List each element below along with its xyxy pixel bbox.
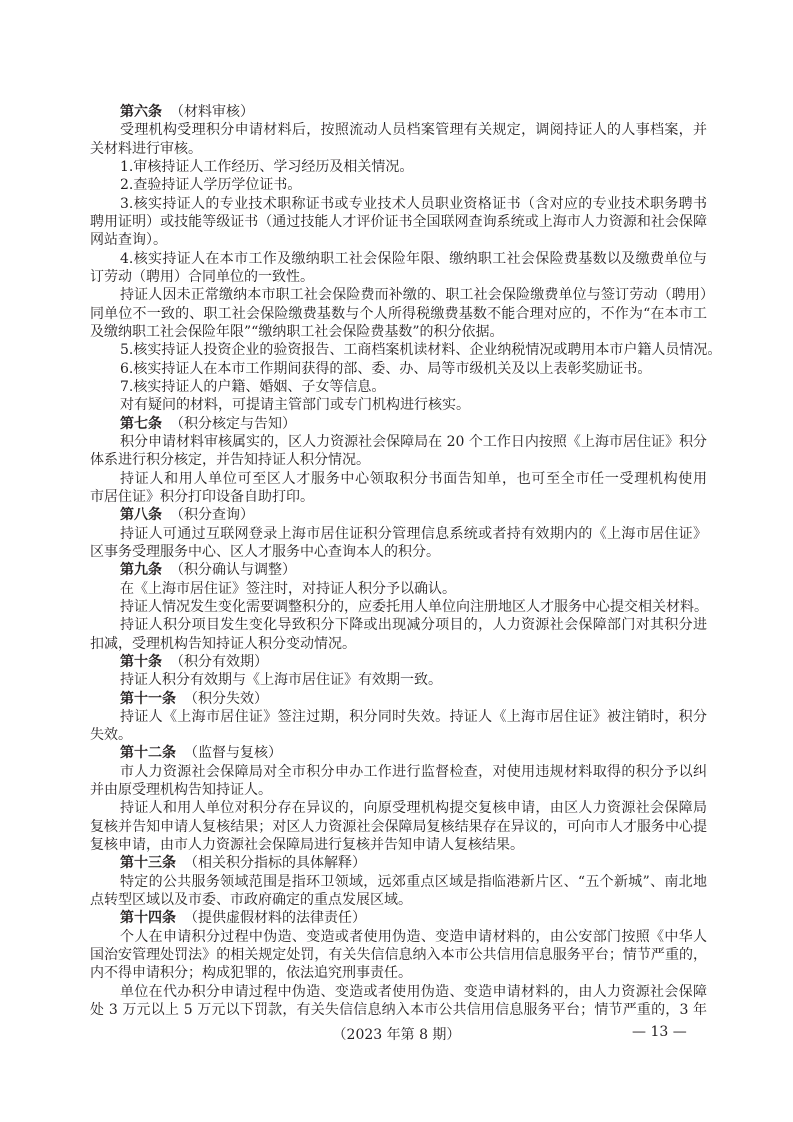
paragraph-line: 复核申请，由市人力资源社会保障局进行复核并告知申请人复核结果。 <box>90 837 524 854</box>
page-number: — 13 — <box>632 1024 687 1040</box>
footer-issue: （2023 年第 8 期） <box>332 1027 461 1043</box>
article-number: 第十条 <box>120 653 162 670</box>
paragraph-line: 持证人可通过互联网登录上海市居住证积分管理信息系统或者持有效期内的《上海市居住证》 <box>120 525 707 542</box>
paragraph-line: 处 3 万元以上 5 万元以下罚款，有关失信信息纳入本市公共信用信息服务平台；情节严重的，3 年 <box>90 1002 707 1019</box>
paragraph-line: 特定的公共服务领域范围是指环卫领域，远郊重点区域是指临港新片区、“五个新城”、南北地 <box>120 873 707 890</box>
article-subject: （提供虚假材料的法律责任） <box>184 910 366 927</box>
paragraph-line: 受理机构受理积分申请材料后，按照流动人员档案管理有关规定，调阅持证人的人事档案，并 <box>120 122 707 139</box>
article-number: 第八条 <box>120 507 162 524</box>
paragraph-line: 积分申请材料审核属实的，区人力资源社会保障局在 20 个工作日内按照《上海市居住证》积分 <box>120 433 707 450</box>
article-heading <box>90 415 707 433</box>
article-subject: （材料审核） <box>170 104 254 120</box>
article-heading <box>90 653 707 671</box>
paragraph-line: 对有疑问的材料，可提请主管部门或专门机构进行核实。 <box>120 397 470 414</box>
paragraph-line: 点转型区域以及市委、市政府确定的重点发展区域。 <box>90 892 412 909</box>
paragraph-line: 持证人和用人单位可至区人才服务中心领取积分书面告知单，也可至全市任一受理机构使用 <box>120 470 707 487</box>
article-subject: （积分核定与告知） <box>170 415 296 432</box>
paragraph-line: 聘用证明）或技能等级证书（通过技能人才评价证书全国联网查询系统或上海市人力资源和社会保障 <box>90 213 707 230</box>
paragraph-line: 及缴纳职工社会保险年限”“缴纳职工社会保险费基数”的积分依据。 <box>90 323 504 340</box>
article-number: 第十二条 <box>120 745 176 762</box>
paragraph-line: 网站查询）。 <box>90 232 167 249</box>
article-subject: （积分有效期） <box>170 653 268 670</box>
paragraph-line: 3.核实持证人的专业技术职称证书或专业技术人员职业资格证书（含对应的专业技术职务聘书 <box>120 195 707 212</box>
article-number: 第十三条 <box>120 855 176 872</box>
article-heading <box>90 909 707 927</box>
paragraph-line: 订劳动（聘用）合同单位的一致性。 <box>90 268 314 285</box>
article-heading <box>90 690 707 708</box>
article-heading <box>90 561 707 579</box>
article-heading <box>90 506 707 524</box>
paragraph-line: 并由原受理机构告知持证人。 <box>90 782 272 799</box>
article-number: 第九条 <box>120 562 162 579</box>
paragraph-line: 复核并告知申请人复核结果；对区人力资源社会保障局复核结果存在异议的，可向市人才服务中心提 <box>90 818 707 835</box>
paragraph-line: 1.审核持证人工作经历、学习经历及相关情况。 <box>120 158 414 175</box>
article-subject: （积分确认与调整） <box>170 562 296 579</box>
paragraph-line: 区事务受理服务中心、区人才服务中心查询本人的积分。 <box>90 543 440 560</box>
document-body <box>90 103 722 1019</box>
article-number: 第十一条 <box>120 690 176 707</box>
paragraph-line: 内不得申请积分；构成犯罪的，依法追究刑事责任。 <box>90 965 412 982</box>
article-number: 第六条 <box>120 104 162 120</box>
paragraph-line: 持证人因未正常缴纳本市职工社会保险费而补缴的、职工社会保险缴费单位与签订劳动（聘用） <box>120 287 707 304</box>
paragraph-line: 体系进行积分核定，并告知持证人积分情况。 <box>90 452 370 469</box>
paragraph-line: 同单位不一致的、职工社会保险缴费基数与个人所得税缴费基数不能合理对应的，不作为“在本市工 <box>90 305 707 322</box>
paragraph-line: 持证人《上海市居住证》签注过期，积分同时失效。持证人《上海市居住证》被注销时，积分 <box>120 708 707 725</box>
article-subject: （积分失效） <box>184 690 268 707</box>
paragraph-line: 单位在代办积分申请过程中伪造、变造或者使用伪造、变造申请材料的，由人力资源社会保障 <box>120 983 707 1000</box>
article-heading <box>90 744 707 762</box>
paragraph-line: 2.查验持证人学历学位证书。 <box>120 177 302 194</box>
paragraph-line: 持证人积分有效期与《上海市居住证》有效期一致。 <box>120 672 442 689</box>
paragraph-line: 7.核实持证人的户籍、婚姻、子女等信息。 <box>120 378 386 395</box>
article-heading <box>90 103 707 121</box>
paragraph-line: 持证人积分项目发生变化导致积分下降或出现减分项目的，人力资源社会保障部门对其积分进 <box>120 617 707 634</box>
article-subject: （积分查询） <box>170 507 254 524</box>
paragraph-line: 国治安管理处罚法》的相关规定处罚，有关失信信息纳入本市公共信用信息服务平台；情节严重的， <box>90 947 707 964</box>
paragraph-line: 4.核实持证人在本市工作及缴纳职工社会保险年限、缴纳职工社会保险费基数以及缴费单位与 <box>120 250 707 267</box>
article-number: 第七条 <box>120 415 162 432</box>
paragraph-line: 持证人和用人单位对积分存在异议的，向原受理机构提交复核申请，由区人力资源社会保障局 <box>120 800 707 817</box>
paragraph-line: 在《上海市居住证》签注时，对持证人积分予以确认。 <box>120 580 456 597</box>
article-subject: （监督与复核） <box>184 745 282 762</box>
paragraph-line: 失效。 <box>90 727 132 744</box>
paragraph-line: 5.核实持证人投资企业的验资报告、工商档案机读材料、企业纳税情况或聘用本市户籍人员情况。 <box>120 342 722 359</box>
paragraph-line: 市居住证》积分打印设备自助打印。 <box>90 488 314 505</box>
article-number: 第十四条 <box>120 910 176 927</box>
paragraph-line: 6.核实持证人在本市工作期间获得的部、委、办、局等市级机关及以上表彰奖励证书。 <box>120 360 652 377</box>
paragraph-line: 扣减，受理机构告知持证人积分变动情况。 <box>90 635 356 652</box>
paragraph-line: 关材料进行审核。 <box>90 140 202 157</box>
paragraph-line: 持证人情况发生变化需要调整积分的，应委托用人单位向注册地区人才服务中心提交相关材料。 <box>120 598 708 615</box>
paragraph-line: 市人力资源社会保障局对全市积分申办工作进行监督检查，对使用违规材料取得的积分予以纠 <box>120 763 707 780</box>
article-subject: （相关积分指标的具体解释） <box>184 855 366 872</box>
article-heading <box>90 854 707 872</box>
paragraph-line: 个人在申请积分过程中伪造、变造或者使用伪造、变造申请材料的，由公安部门按照《中华人 <box>120 928 707 945</box>
